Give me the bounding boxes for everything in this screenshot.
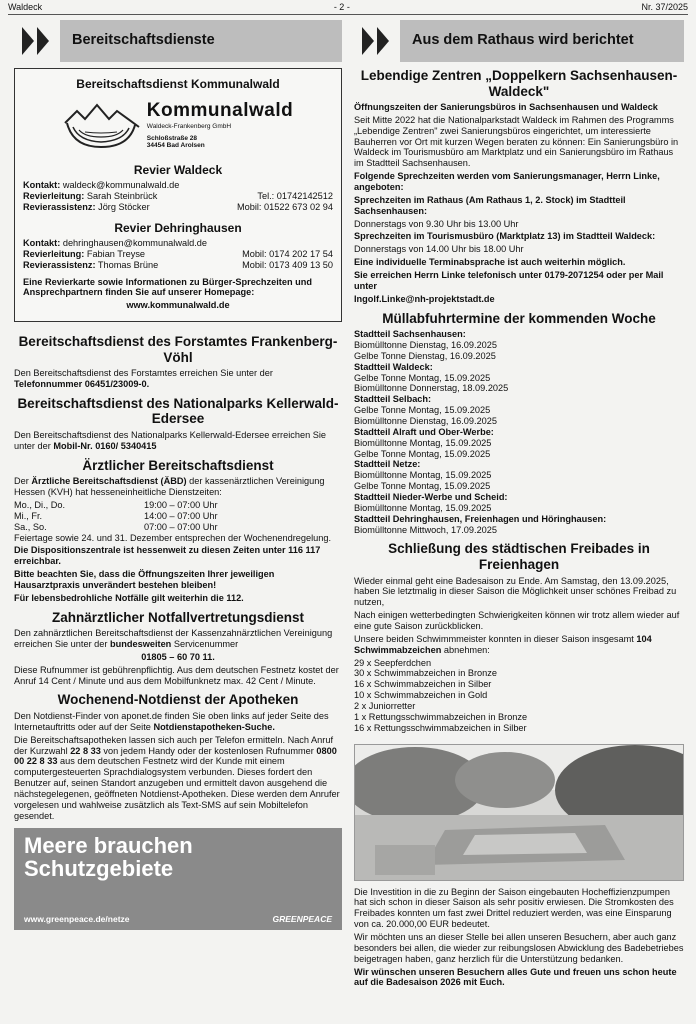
zahn-title: Zahnärztlicher Notfallvertretungsdienst bbox=[51, 609, 305, 625]
email-link[interactable]: waldeck@kommunalwald.de bbox=[62, 180, 180, 191]
zentren-text: Sprechzeiten im Tourismusbüro (Marktplatz 13) im Stadtteil Waldeck: bbox=[354, 231, 656, 242]
revier-waldeck-title: Revier Waldeck bbox=[133, 163, 223, 178]
freibad-text: Wir wünschen unseren Besuchern alles Gute und freuen uns schon heute auf die Badesaison 2026 mit Euch. bbox=[354, 966, 677, 988]
collection-date: Biomülltonne Dienstag, 16.09.2025 bbox=[354, 340, 498, 351]
town-name: Waldeck bbox=[8, 2, 43, 12]
phone-number: Mobil: 0174 202 17 54 bbox=[242, 248, 333, 259]
logo-address-2: 34454 Bad Arolsen bbox=[146, 142, 205, 150]
arzt-intro bbox=[14, 476, 342, 498]
right-column bbox=[354, 20, 684, 990]
muell-list bbox=[354, 329, 684, 535]
text: aus dem deutschen Festnetz wird der Kunde mit einem computergesteuerten Sprachdialogsystem verbunden. Dieses fordert den Benutzer auf, seinen Standort anzugeben und ermittelt davon ausgehend die nächstegelegenen, geöffneten Notdienst-Apotheken. Diese werden dem Anrufer vorgelesen und wahlweise zusätzlich als Text-SMS auf sein Mobiltelefon gesendet. bbox=[14, 756, 340, 821]
arzt-text: Feiertage sowie 24. und 31. Dezember entsprechen der Wochenendregelung. bbox=[14, 532, 331, 543]
text: Unsere beiden Schwimmmeister konnten in dieser Saison insgesamt bbox=[354, 633, 634, 644]
district-heading: Stadtteil Waldeck: bbox=[354, 361, 433, 372]
logo-brand: Kommunalwald bbox=[146, 100, 294, 122]
issue-number: Nr. 37/2025 bbox=[641, 2, 688, 12]
zentren-text: Öffnungszeiten der Sanierungsbüros in Sachsenhausen und Waldeck bbox=[354, 102, 658, 113]
email-link[interactable]: dehringhausen@kommunalwald.de bbox=[62, 238, 207, 249]
text: Der bbox=[14, 476, 29, 487]
kommunalwald-box bbox=[14, 68, 342, 322]
nationalpark-title: Bereitschaftsdienst des Nationalparks Kellerwald-Edersee bbox=[17, 395, 339, 427]
phone-number: Tel.: 01742142512 bbox=[257, 191, 333, 202]
collection-date: Gelbe Tonne Montag, 15.09.2025 bbox=[354, 405, 491, 416]
chevron-icon bbox=[354, 20, 400, 62]
person-name: Sarah Steinbrück bbox=[86, 191, 158, 202]
ad-line-1: Meere brauchen bbox=[24, 832, 193, 858]
apo-text bbox=[14, 711, 342, 733]
collection-date: Gelbe Tonne Dienstag, 16.09.2025 bbox=[354, 350, 496, 361]
forst-text bbox=[14, 368, 342, 390]
badge-count-item: 10 x Schwimmabzeichen in Gold bbox=[354, 690, 488, 701]
text: 22 8 33 bbox=[70, 745, 101, 756]
zentren-text: Donnerstags von 9.30 Uhr bis 13.00 Uhr bbox=[354, 218, 519, 229]
chevron-icon bbox=[14, 20, 60, 62]
label: Kontakt: bbox=[23, 180, 61, 191]
collection-date: Biomülltonne Montag, 15.09.2025 bbox=[354, 470, 492, 481]
badge-count-item: 16 x Rettungsschwimmabzeichen in Silber bbox=[354, 722, 527, 733]
freibad-text: Nach einigen wetterbedingten Schwierigkeiten können wir trotz allem wieder auf eine gute Saison zurückblicken. bbox=[354, 610, 680, 631]
collection-date: Biomülltonne Dienstag, 16.09.2025 bbox=[354, 416, 498, 427]
text: Den Bereitschaftsdienst des Nationalparks Kellerwald-Edersee erreichen Sie unter der bbox=[14, 429, 327, 451]
revier-dehringhausen-title: Revier Dehringhausen bbox=[114, 220, 242, 235]
text: der kassenärztlichen Vereinigung Hessen (KVH) hat hesseneinheitliche Dienstzeiten: bbox=[14, 476, 325, 498]
phone-number: Telefonnummer 06451/23009-0. bbox=[14, 379, 150, 390]
zentren-text: Sprechzeiten im Rathaus (Am Rathaus 1, 2. Stock) im Stadtteil Sachsenhausen: bbox=[354, 194, 626, 216]
apotheken-title: Wochenend-Notdienst der Apotheken bbox=[57, 692, 299, 708]
text: 104 Schwimmabzeichen bbox=[354, 633, 652, 655]
greenpeace-ad[interactable] bbox=[14, 828, 342, 930]
text: Ärztliche Bereitschaftsdienst (ÄBD) bbox=[31, 476, 187, 487]
person-name: Fabian Treyse bbox=[86, 248, 146, 259]
badge-count-item: 30 x Schwimmabzeichen in Bronze bbox=[354, 668, 497, 679]
label: Kontakt: bbox=[23, 238, 61, 249]
text: abnehmen: bbox=[443, 644, 490, 655]
hours-day: Mo., Di., Do. bbox=[14, 499, 66, 510]
text: bundesweiten bbox=[110, 639, 172, 650]
logo-address-1: Schloßstraße 28 bbox=[146, 134, 198, 142]
left-column bbox=[14, 20, 342, 930]
badge-count-item: 29 x Seepferdchen bbox=[354, 657, 432, 668]
logo-sub: Waldeck-Frankenberg GmbH bbox=[146, 122, 232, 130]
page-number: - 2 - bbox=[333, 2, 350, 12]
district-heading: Stadtteil Selbach: bbox=[354, 394, 432, 405]
badge-count-item: 16 x Schwimmabzeichen in Silber bbox=[354, 679, 492, 690]
badge-count-item: 1 x Rettungsschwimmabzeichen in Bronze bbox=[354, 711, 528, 722]
arzt-text: Die Dispositionszentrale ist hessenweit zu diesen Zeiten unter 116 117 erreichbar. bbox=[14, 545, 321, 567]
label: Revierassistenz: bbox=[23, 259, 96, 270]
hours-table bbox=[14, 500, 342, 533]
forest-logo-icon bbox=[63, 101, 141, 149]
freibad-text: Wir möchten uns an dieser Stelle bei allen unseren Besuchern, aber auch ganz besonders bei allen, die wieder zur reibungslosen Abwicklung des Badebetriebes beigetragen haben, ganz herzlich für die Unterstützung bedanken. bbox=[354, 931, 684, 964]
collection-date: Gelbe Tonne Montag, 15.09.2025 bbox=[354, 372, 491, 383]
pool-photo-image bbox=[355, 745, 684, 880]
section-title: Aus dem Rathaus wird berichtet bbox=[412, 32, 634, 49]
page-header bbox=[8, 2, 688, 15]
collection-date: Biomülltonne Mittwoch, 17.09.2025 bbox=[354, 524, 498, 535]
freibad-text: Die Investition in die zu Beginn der Saison eingebauten Hocheffizienzpumpen hat sich schon in dieser Saison als sehr positiv erwiesen. Die Stromkosten des Freibades konnten um fast zwei Drittel reduziert werden, was eine Einsparung von ca. 20.000,00 EUR bedeutet. bbox=[354, 886, 674, 930]
zentren-title: Lebendige Zentren „Doppelkern Sachsenhausen-Waldeck" bbox=[360, 68, 678, 99]
label: Revierassistenz: bbox=[23, 202, 96, 213]
ad-url[interactable]: www.greenpeace.de/netze bbox=[24, 913, 130, 924]
district-heading: Stadtteil Netze: bbox=[354, 459, 421, 470]
forst-title: Bereitschaftsdienst des Forstamtes Frankenberg-Vöhl bbox=[18, 334, 338, 365]
text: Servicenummer bbox=[173, 639, 239, 650]
muell-title: Müllabfuhrtermine der kommenden Woche bbox=[382, 310, 656, 326]
freibad-text: Wieder einmal geht eine Badesaison zu Ende. Am Samstag, den 13.09.2025, haben Sie letztmalig in dieser Saison die Möglichkeit unser schönes Freibad zu nutzen, bbox=[354, 575, 677, 608]
box-footer-text: Eine Revierkarte sowie Informationen zu Bürger-Sprechzeiten und Ansprechpartnern finden Sie auf unserer Homepage: bbox=[23, 276, 312, 298]
apo-text bbox=[14, 735, 342, 822]
collection-date: Biomülltonne Donnerstag, 18.09.2025 bbox=[354, 383, 509, 394]
homepage-link[interactable]: www.kommunalwald.de bbox=[126, 300, 230, 311]
label: Revierleitung: bbox=[23, 248, 85, 259]
badge-count-item: 2 x Juniorretter bbox=[354, 700, 416, 711]
district-heading: Stadtteil Alraft und Ober-Werbe: bbox=[354, 426, 494, 437]
freibad-title: Schließung des städtischen Freibades in Freienhagen bbox=[388, 541, 650, 572]
arzt-text: Für lebensbedrohliche Notfälle gilt weiterhin die 112. bbox=[14, 592, 244, 603]
zahn-text: Diese Rufnummer ist gebührenpflichtig. Aus dem deutschen Festnetz kostet der Anruf 14 Cent / Minute und aus dem Mobilfunknetz max. 42 Cent / Minute. bbox=[14, 664, 339, 686]
person-name: Thomas Brüne bbox=[97, 259, 159, 270]
zentren-text: Seit Mitte 2022 hat die Nationalparkstadt Waldeck im Rahmen des Programms „Lebendige Zentren" zwei Sanierungsbüros eingerichtet, um interessierte Bauherren vor Ort mit kurzen Wegen beraten zu können: Ein Sanierungsbüro in Waldeck im Tourismusbüro am Marktplatz und ein Sanierungsbüro im Rathaus im Stadtteil Sachsenhausen. bbox=[354, 114, 679, 169]
zahn-phone: 01805 – 60 70 11. bbox=[141, 651, 215, 662]
ad-line-2: Schutzgebiete bbox=[24, 855, 174, 881]
arzt-title: Ärztlicher Bereitschaftsdienst bbox=[82, 457, 274, 473]
collection-date: Gelbe Tonne Montag, 15.09.2025 bbox=[354, 448, 491, 459]
hours-time: 19:00 – 07:00 Uhr bbox=[144, 499, 218, 510]
text: Notdienstapotheken-Suche. bbox=[153, 721, 275, 732]
hours-day: Sa., So. bbox=[14, 521, 47, 532]
arzt-text: Bitte beachten Sie, dass die Öffnungszeiten Ihrer jeweiligen Hausarztpraxis unverändert bestehen bleiben! bbox=[14, 569, 275, 590]
freibad-text bbox=[354, 634, 684, 656]
phone-number: Mobil-Nr. 0160/ 5340415 bbox=[53, 440, 157, 451]
hours-time: 07:00 – 07:00 Uhr bbox=[144, 521, 218, 532]
text: Die Bereitschaftsapotheken lassen sich auch per Telefon ermitteln. Nach Anruf der Kurzwahl bbox=[14, 734, 334, 756]
phone-number: Mobil: 0173 409 13 50 bbox=[242, 259, 333, 270]
district-heading: Stadtteil Dehringhausen, Freienhagen und Höringhausen: bbox=[354, 513, 607, 524]
zentren-text: Donnerstags von 14.00 Uhr bis 18.00 Uhr bbox=[354, 244, 524, 255]
section-header bbox=[14, 20, 342, 62]
section-title: Bereitschaftsdienste bbox=[72, 32, 215, 49]
section-header bbox=[354, 20, 684, 62]
kommunalwald-logo bbox=[23, 95, 333, 155]
greenpeace-logo: GREENPEACE bbox=[272, 913, 332, 924]
label: Revierleitung: bbox=[23, 191, 85, 202]
box-title: Bereitschaftsdienst Kommunalwald bbox=[76, 77, 280, 91]
email-link[interactable]: Ingolf.Linke@nh-projektstadt.de bbox=[354, 293, 495, 304]
collection-date: Biomülltonne Montag, 15.09.2025 bbox=[354, 502, 492, 513]
zahn-text bbox=[14, 628, 342, 650]
person-name: Jörg Stöcker bbox=[98, 202, 150, 213]
district-heading: Stadtteil Nieder-Werbe und Scheid: bbox=[354, 492, 508, 503]
badge-list bbox=[354, 658, 684, 734]
text: 0800 00 22 8 33 bbox=[14, 745, 337, 767]
freibad-photo bbox=[354, 744, 684, 881]
collection-date: Gelbe Tonne Montag, 15.09.2025 bbox=[354, 481, 491, 492]
zentren-text: Eine individuelle Terminabsprache ist auch weiterhin möglich. bbox=[354, 257, 626, 268]
collection-date: Biomülltonne Montag, 15.09.2025 bbox=[354, 437, 492, 448]
phone-number: Mobil: 01522 673 02 94 bbox=[236, 202, 333, 213]
text: von jedem Handy oder der kostenlosen Rufnummer bbox=[103, 745, 314, 756]
text: Den Notdienst-Finder von aponet.de finden Sie oben links auf jeder Seite des Internetauftritts oder auf der Seite bbox=[14, 711, 329, 732]
text: Den Bereitschaftsdienst des Forstamtes erreichen Sie unter der bbox=[14, 368, 273, 379]
zentren-text: Folgende Sprechzeiten werden vom Sanierungsmanager, Herrn Linke, angeboten: bbox=[354, 171, 660, 193]
district-heading: Stadtteil Sachsenhausen: bbox=[354, 329, 466, 340]
zentren-text: Sie erreichen Herrn Linke telefonisch unter 0179-2071254 oder per Mail unter bbox=[354, 270, 664, 291]
text: Den zahnärztlichen Bereitschaftsdienst der Kassenzahnärztlichen Vereinigung erreichen Sie unter der bbox=[14, 628, 333, 650]
hours-time: 14:00 – 07:00 Uhr bbox=[144, 510, 218, 521]
hours-day: Mi., Fr. bbox=[14, 510, 43, 521]
nationalpark-text bbox=[14, 430, 342, 452]
